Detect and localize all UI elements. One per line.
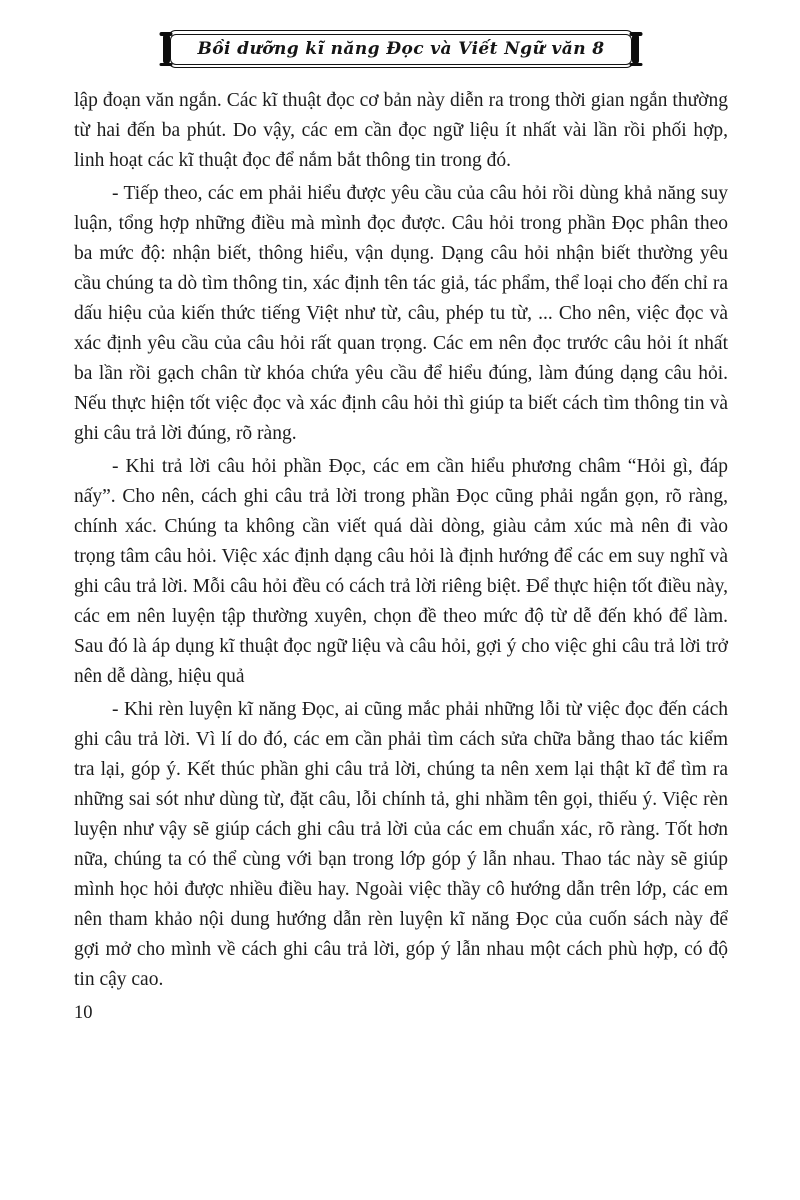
ornament-right-cap-icon xyxy=(632,34,639,64)
page-header xyxy=(74,30,728,68)
paragraph: - Khi rèn luyện kĩ năng Đọc, ai cũng mắc phải những lỗi từ việc đọc đến cách ghi câu trả lời. Vì lí do đó, các em cần phải tìm cách sửa chữa bằng thao tác kiểm tra lại, góp ý. Kết thúc phần ghi câu trả lời, chúng ta nên xem lại thật kĩ để tìm ra những sai sót như dùng từ, đặt câu, lỗi chính tả, ghi nhầm tên gọi, thiếu ý. Việc rèn luyện như vậy sẽ giúp cách ghi câu trả lời của các em chuẩn xác, rõ ràng. Tốt hơn nữa, chúng ta có thể cùng với bạn trong lớp góp ý lẫn nhau. Thao tác này sẽ giúp mình học hỏi được nhiều điều hay. Ngoài việc thầy cô hướng dẫn trên lớp, các em nên tham khảo nội dung hướng dẫn rèn luyện kĩ năng Đọc của cuốn sách này để gợi mở cho mình về cách ghi câu trả lời, góp ý lẫn nhau một cách phù hợp, có độ tin cậy cao. xyxy=(74,699,728,990)
title-inner-frame xyxy=(170,34,631,65)
title-ornament-box xyxy=(167,30,635,68)
paragraph: lập đoạn văn ngắn. Các kĩ thuật đọc cơ bản này diễn ra trong thời gian ngắn thường từ hai đến ba phút. Do vậy, các em cần đọc ngữ liệu ít nhất vài lần rồi phối hợp, linh hoạt các kĩ thuật đọc để nắm bắt thông tin trong đó. xyxy=(74,90,728,171)
book-title: Bồi dưỡng kĩ năng Đọc và Viết Ngữ văn 8 xyxy=(197,38,605,59)
page-footer xyxy=(74,1003,728,1024)
paragraph: - Khi trả lời câu hỏi phần Đọc, các em cần hiểu phương châm “Hỏi gì, đáp nấy”. Cho nên, cách ghi câu trả lời trong phần Đọc cũng phải ngắn gọn, rõ ràng, chính xác. Chúng ta không cần viết quá dài dòng, giàu cảm xúc mà nên đi vào trọng tâm câu hỏi. Việc xác định dạng câu hỏi là định hướng để các em suy nghĩ và ghi câu trả lời. Mỗi câu hỏi đều có cách trả lời riêng biệt. Để thực hiện tốt điều này, các em nên luyện tập thường xuyên, chọn đề theo mức độ từ dễ đến khó để làm. Sau đó là áp dụng kĩ thuật đọc ngữ liệu và câu hỏi, gợi ý cho việc ghi câu trả lời trở nên dễ dàng, hiệu quả xyxy=(74,456,728,687)
ornament-left-cap-icon xyxy=(163,34,170,64)
paragraph: - Tiếp theo, các em phải hiểu được yêu cầu của câu hỏi rồi dùng khả năng suy luận, tổng hợp những điều mà mình đọc được. Câu hỏi trong phần Đọc phân theo ba mức độ: nhận biết, thông hiểu, vận dụng. Dạng câu hỏi nhận biết thường yêu cầu chúng ta dò tìm thông tin, xác định tên tác giả, tác phẩm, thể loại cho đến chỉ ra dấu hiệu của kiến thức tiếng Việt như từ, câu, phép tu từ, ... Cho nên, việc đọc và xác định yêu cầu của câu hỏi rất quan trọng. Các em nên đọc trước câu hỏi ít nhất ba lần rồi gạch chân từ khóa chứa yêu cầu để hiểu đúng, làm đúng dạng câu hỏi. Nếu thực hiện tốt việc đọc và xác định câu hỏi thì giúp ta biết cách tìm thông tin và ghi câu trả lời đúng, rõ ràng. xyxy=(74,183,728,444)
page-body xyxy=(74,86,728,995)
page-number: 10 xyxy=(74,1003,93,1023)
